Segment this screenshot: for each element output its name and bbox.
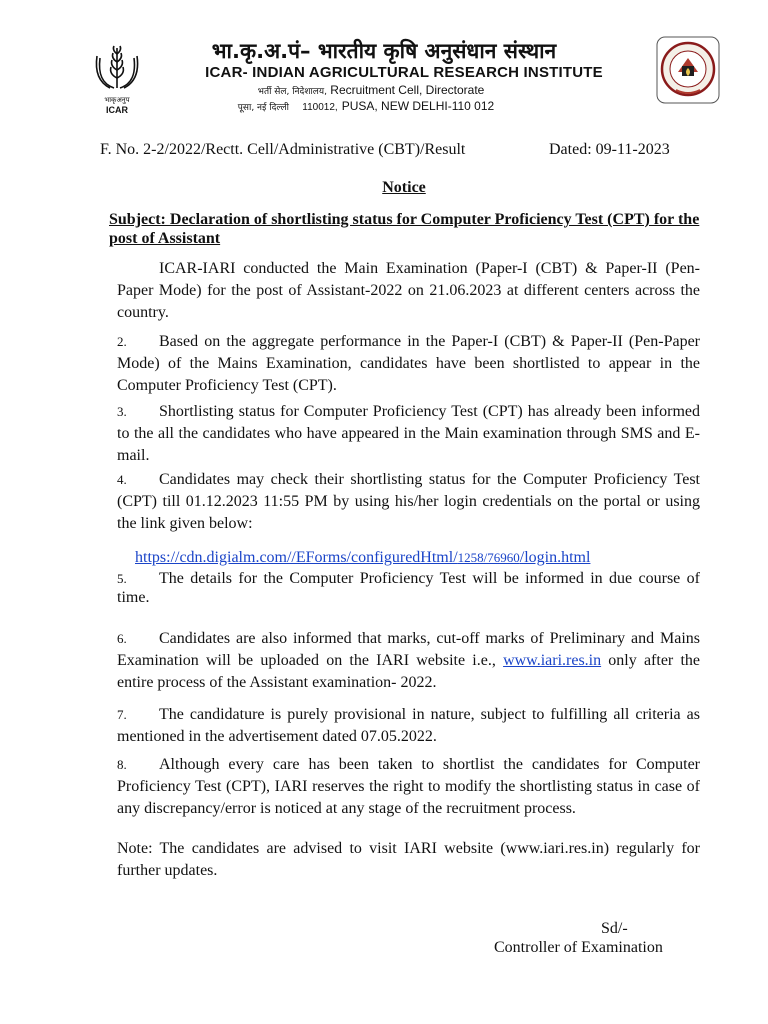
paragraph-6-text-b: only after the entire process of the Assistant examination- 2022. <box>117 652 701 691</box>
address-pin: 110012, <box>302 102 338 113</box>
institute-english-title: ICAR- INDIAN AGRICULTURAL RESEARCH INSTITUTE <box>205 64 603 81</box>
header-address <box>0 99 732 113</box>
address-hindi: पूसा, नई दिल्ली <box>237 103 289 113</box>
logo-english-text: ICAR <box>106 105 128 115</box>
signature-designation: Controller of Examination <box>494 939 663 956</box>
login-link-part-1[interactable]: https://cdn.digialm.com//EForms/configuredHtml/ <box>135 549 458 566</box>
header-recruitment-cell <box>0 83 742 97</box>
paragraph-2-text: Based on the aggregate performance in the Paper-I (CBT) & Paper-II (Pen-Paper Mode) of the Mains Examination, candidates have been shortlisted to appear in the Computer Proficiency Test (CPT). <box>117 333 700 394</box>
paragraph-5-text: The details for the Computer Proficiency Test will be informed in due course of time. <box>117 570 700 606</box>
paragraph-4 <box>117 469 700 535</box>
signature-sd: Sd/- <box>601 920 628 937</box>
paragraph-2 <box>117 331 700 397</box>
recruitment-cell-hindi: भर्ती सेल, निदेशालय, <box>257 87 327 97</box>
paragraph-4-text: Candidates may check their shortlisting status for the Computer Proficiency Test (CPT) till 01.12.2023 11:55 PM by using his/her login credentials on the portal or using the link given below: <box>117 471 700 532</box>
notice-subject: Subject: Declaration of shortlisting status for Computer Proficiency Test (CPT) for the post of Assistant <box>109 211 700 247</box>
login-link[interactable] <box>135 549 590 567</box>
paragraph-6-number: 6. <box>117 631 127 646</box>
paragraph-5 <box>117 569 700 607</box>
iari-seal-logo <box>656 36 720 104</box>
paragraph-2-number: 2. <box>117 334 127 349</box>
iari-website-link[interactable]: www.iari.res.in <box>503 652 602 669</box>
paragraph-7-number: 7. <box>117 707 127 722</box>
paragraph-8-text: Although every care has been taken to shortlist the candidates for Computer Proficiency Test (CPT), IARI reserves the right to modify the shortlisting status in case of any discrepancy/error is noticed at any stage of the recruitment process. <box>117 756 700 817</box>
paragraph-3-number: 3. <box>117 404 127 419</box>
paragraph-6 <box>117 628 700 694</box>
login-link-part-3[interactable]: /login.html <box>519 549 591 566</box>
paragraph-3-text: Shortlisting status for Computer Proficiency Test (CPT) has already been informed to the all the candidates who have appeared in the Main examination through SMS and E-mail. <box>117 403 700 464</box>
notice-title: Notice <box>382 179 426 196</box>
paragraph-6-text-a: Candidates are also informed that marks, cut-off marks of Preliminary and Mains Examination will be uploaded on the IARI website i.e., <box>117 630 700 669</box>
dated: Dated: 09-11-2023 <box>549 141 670 158</box>
paragraph-1 <box>117 258 700 324</box>
paragraph-7-text: The candidature is purely provisional in nature, subject to fulfilling all criteria as mentioned in the advertisement dated 07.05.2022. <box>117 706 700 745</box>
paragraph-3 <box>117 401 700 467</box>
note: Note: The candidates are advised to visit IARI website (www.iari.res.in) regularly for further updates. <box>117 840 700 879</box>
logo-hindi-text: भाकृअनुप <box>104 96 130 104</box>
file-number: F. No. 2-2/2022/Rectt. Cell/Administrative (CBT)/Result <box>100 141 466 158</box>
address-english: PUSA, NEW DELHI-110 012 <box>341 99 495 113</box>
institute-hindi-title: भा.कृ.अ.पं– भारतीय कृषि अनुसंधान संस्थान <box>211 39 557 63</box>
paragraph-1-text: ICAR-IARI conducted the Main Examination (Paper-I (CBT) & Paper-II (Pen-Paper Mode) for the post of Assistant-2022 on 21.06.2023 at different centers across the country. <box>117 260 700 321</box>
recruitment-cell-english: Recruitment Cell, Directorate <box>326 83 485 97</box>
paragraph-5-number: 5. <box>117 571 127 586</box>
paragraph-8 <box>117 754 700 820</box>
paragraph-7 <box>117 704 700 748</box>
login-link-part-2[interactable]: 1258/76960 <box>457 550 520 565</box>
paragraph-4-number: 4. <box>117 472 127 487</box>
paragraph-8-number: 8. <box>117 757 127 772</box>
